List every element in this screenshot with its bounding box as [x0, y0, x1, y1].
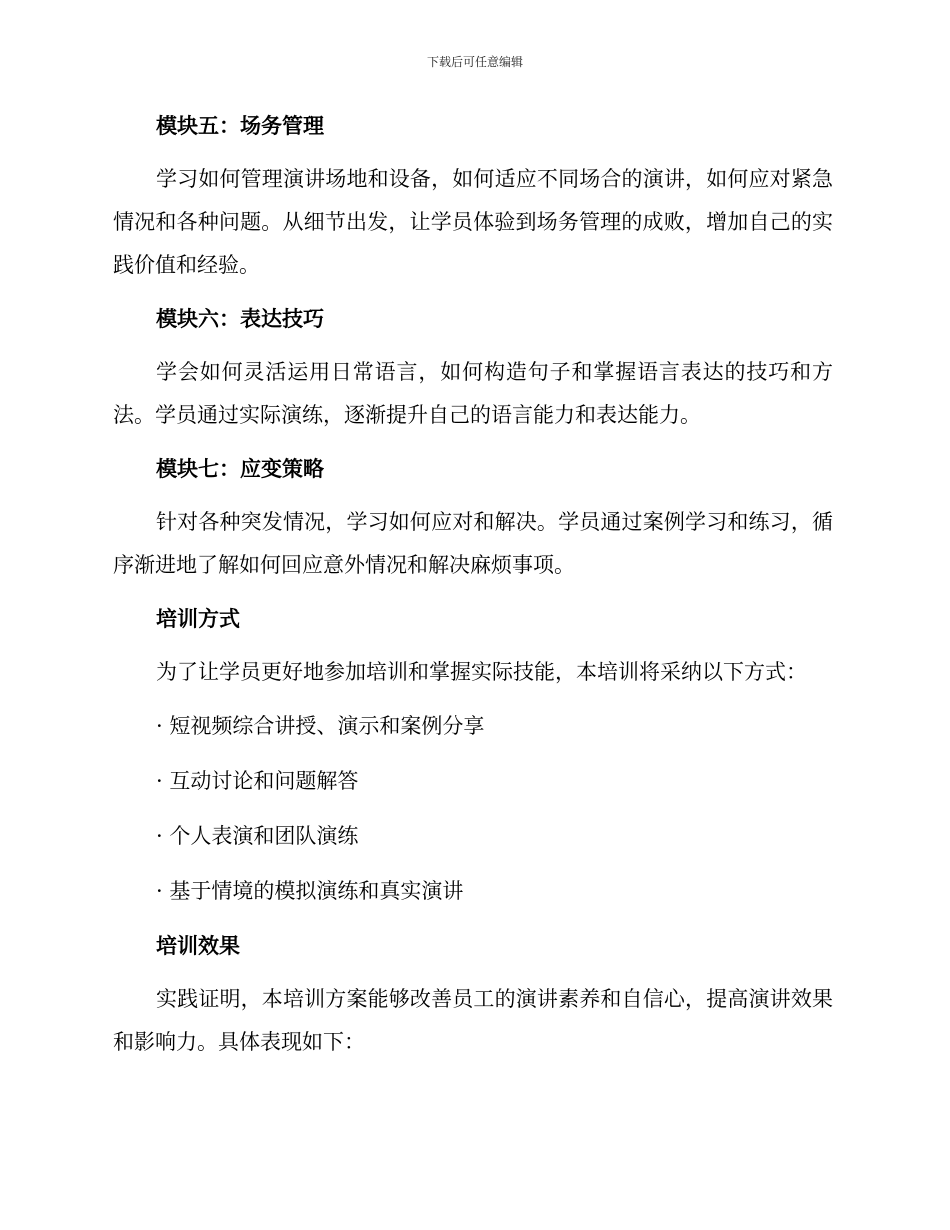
- module7-paragraph: 针对各种突发情况，学习如何应对和解决。学员通过案例学习和练习，循序渐进地了解如何回应意外情况和解决麻烦事项。: [113, 510, 833, 577]
- module6-paragraph: 学会如何灵活运用日常语言，如何构造句子和掌握语言表达的技巧和方法。学员通过实际演练，逐渐提升自己的语言能力和表达能力。: [113, 360, 833, 427]
- module5-heading: 模块五：场务管理: [156, 113, 324, 138]
- training-method-intro: 为了让学员更好地参加培训和掌握实际技能，本培训将采纳以下方式：: [156, 660, 807, 684]
- module7-heading: 模块七：应变策略: [156, 456, 324, 481]
- training-method-heading: 培训方式: [156, 606, 240, 631]
- training-method-item: · 个人表演和团队演练: [156, 824, 359, 848]
- page-header-note: 下载后可任意编辑: [426, 55, 523, 69]
- training-method-item: · 短视频综合讲授、演示和案例分享: [156, 714, 485, 738]
- training-method-item: · 基于情境的模拟演练和真实演讲: [156, 879, 464, 903]
- training-method-item: · 互动讨论和问题解答: [156, 769, 359, 793]
- training-effect-heading: 培训效果: [156, 933, 240, 958]
- training-effect-paragraph: 实践证明，本培训方案能够改善员工的演讲素养和自信心，提高演讲效果和影响力。具体表现如下：: [113, 987, 833, 1054]
- document-body: [113, 104, 833, 1074]
- module6-heading: 模块六：表达技巧: [156, 306, 324, 331]
- module5-paragraph: 学习如何管理演讲场地和设备，如何适应不同场合的演讲，如何应对紧急情况和各种问题。从细节出发，让学员体验到场务管理的成败，增加自己的实践价值和经验。: [113, 167, 833, 277]
